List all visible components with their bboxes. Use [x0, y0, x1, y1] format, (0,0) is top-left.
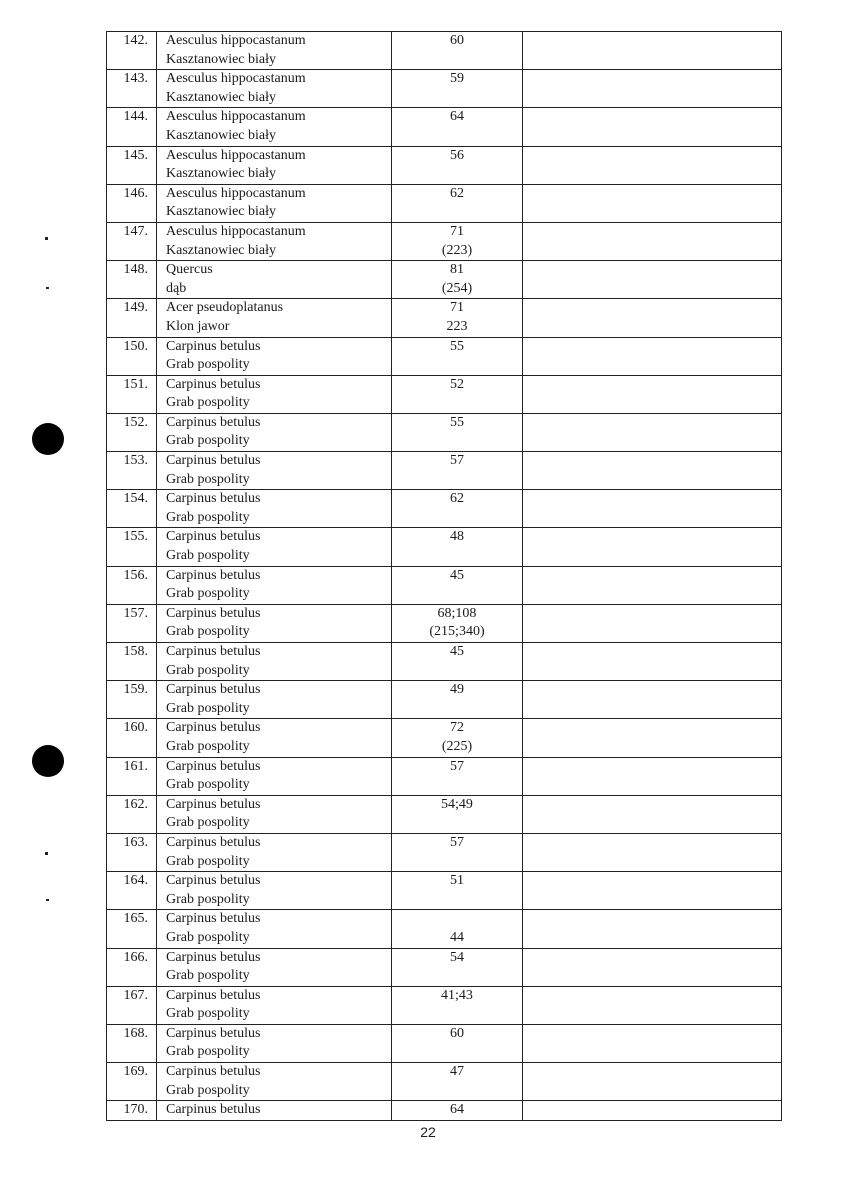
table-row [107, 375, 782, 413]
notes-cell [523, 986, 782, 1024]
common-name: Grab pospolity [166, 853, 250, 869]
row-number: 166. [107, 948, 157, 986]
species-cell [157, 222, 392, 260]
row-number: 146. [107, 184, 157, 222]
row-number: 147. [107, 222, 157, 260]
measurement-value: 54;49 [441, 796, 473, 812]
table-row [107, 184, 782, 222]
row-number: 153. [107, 452, 157, 490]
table-row [107, 757, 782, 795]
measurement-value: 64 [450, 1102, 464, 1118]
measurement-value: 71 [450, 223, 464, 239]
species-cell [157, 566, 392, 604]
scan-speck [45, 237, 48, 240]
latin-name: Carpinus betulus [166, 949, 261, 965]
notes-cell [523, 681, 782, 719]
common-name: Grab pospolity [166, 509, 250, 525]
species-cell [157, 261, 392, 299]
notes-cell [523, 261, 782, 299]
notes-cell [523, 795, 782, 833]
species-cell [157, 184, 392, 222]
notes-cell [523, 604, 782, 642]
measurement-value: 48 [450, 529, 464, 545]
measurement-value: 57 [450, 834, 464, 850]
latin-name: Carpinus betulus [166, 911, 261, 927]
measurement-secondary: 44 [450, 929, 464, 945]
measurement-value: 49 [450, 682, 464, 698]
latin-name: Aesculus hippocastanum [166, 71, 306, 87]
scan-speck [46, 287, 49, 289]
measurement-value: 81 [450, 262, 464, 278]
notes-cell [523, 299, 782, 337]
common-name: Grab pospolity [166, 891, 250, 907]
species-cell [157, 757, 392, 795]
measurement-value: 45 [450, 644, 464, 659]
table-row [107, 833, 782, 871]
notes-cell [523, 490, 782, 528]
measurement-value: 60 [450, 1025, 464, 1041]
latin-name: Aesculus hippocastanum [166, 185, 306, 201]
measurement-cell [392, 604, 523, 642]
table-row [107, 566, 782, 604]
scan-speck [46, 899, 49, 901]
row-number: 161. [107, 757, 157, 795]
row-number: 160. [107, 719, 157, 757]
common-name: Klon jawor [166, 318, 230, 334]
measurement-value: 62 [450, 491, 464, 507]
common-name: dąb [166, 280, 187, 296]
measurement-value: 41;43 [441, 987, 473, 1003]
table-row [107, 719, 782, 757]
measurement-cell [392, 795, 523, 833]
row-number: 157. [107, 604, 157, 642]
measurement-cell [392, 452, 523, 490]
species-cell [157, 872, 392, 910]
measurement-value: 56 [450, 147, 464, 163]
species-cell [157, 1101, 392, 1121]
latin-name: Aesculus hippocastanum [166, 109, 306, 125]
table-row [107, 1063, 782, 1101]
row-number: 163. [107, 833, 157, 871]
punch-hole-bottom [32, 745, 64, 777]
measurement-cell [392, 413, 523, 451]
notes-cell [523, 146, 782, 184]
latin-name: Aesculus hippocastanum [166, 223, 306, 239]
common-name: Grab pospolity [166, 700, 250, 716]
row-number: 150. [107, 337, 157, 375]
table-row [107, 948, 782, 986]
species-cell [157, 986, 392, 1024]
notes-cell [523, 70, 782, 108]
row-number: 154. [107, 490, 157, 528]
latin-name: Aesculus hippocastanum [166, 147, 306, 163]
measurement-cell [392, 490, 523, 528]
measurement-cell [392, 1101, 523, 1121]
table-row [107, 70, 782, 108]
measurement-cell [392, 375, 523, 413]
notes-cell [523, 222, 782, 260]
row-number: 149. [107, 299, 157, 337]
measurement-value: 62 [450, 185, 464, 201]
species-cell [157, 337, 392, 375]
row-number: 156. [107, 566, 157, 604]
table-row [107, 299, 782, 337]
measurement-value: 51 [450, 873, 464, 889]
common-name: Grab pospolity [166, 548, 250, 564]
common-name: Kasztanowiec biały [166, 89, 277, 105]
measurement-cell [392, 299, 523, 337]
row-number: 168. [107, 1024, 157, 1062]
measurement-value [392, 910, 522, 929]
latin-name: Carpinus betulus [166, 376, 261, 392]
row-number: 164. [107, 872, 157, 910]
latin-name: Carpinus betulus [166, 1025, 261, 1041]
latin-name: Carpinus betulus [166, 644, 261, 659]
table-row [107, 795, 782, 833]
notes-cell [523, 1024, 782, 1062]
measurement-value: 47 [450, 1064, 464, 1080]
species-cell [157, 1063, 392, 1101]
measurement-value: 52 [450, 376, 464, 392]
table-row [107, 146, 782, 184]
common-name: Grab pospolity [166, 471, 250, 487]
notes-cell [523, 566, 782, 604]
species-cell [157, 299, 392, 337]
tree-inventory-body [107, 32, 782, 1121]
page-number: 22 [420, 1124, 436, 1140]
measurement-cell [392, 32, 523, 70]
common-name: Grab pospolity [166, 1006, 250, 1022]
common-name: Kasztanowiec biały [166, 127, 277, 143]
latin-name: Carpinus betulus [166, 338, 261, 354]
notes-cell [523, 1063, 782, 1101]
latin-name: Carpinus betulus [166, 834, 261, 850]
measurement-cell [392, 872, 523, 910]
latin-name: Quercus [166, 262, 213, 278]
table-row [107, 490, 782, 528]
latin-name: Carpinus betulus [166, 758, 261, 774]
measurement-cell [392, 528, 523, 566]
common-name: Grab pospolity [166, 1082, 250, 1098]
measurement-secondary: 223 [446, 318, 468, 334]
species-cell [157, 108, 392, 146]
measurement-cell [392, 566, 523, 604]
row-number: 151. [107, 375, 157, 413]
measurement-value: 64 [450, 109, 464, 125]
species-cell [157, 948, 392, 986]
species-cell [157, 146, 392, 184]
measurement-cell [392, 1024, 523, 1062]
common-name: Grab pospolity [166, 1044, 250, 1060]
latin-name: Carpinus betulus [166, 414, 261, 430]
measurement-cell [392, 948, 523, 986]
notes-cell [523, 757, 782, 795]
notes-cell [523, 375, 782, 413]
measurement-cell [392, 184, 523, 222]
common-name: Grab pospolity [166, 624, 250, 640]
common-name: Kasztanowiec biały [166, 204, 277, 220]
latin-name: Carpinus betulus [166, 873, 261, 889]
measurement-value: 72 [450, 720, 464, 736]
latin-name: Carpinus betulus [166, 987, 261, 1003]
measurement-value: 71 [450, 300, 464, 316]
latin-name: Aesculus hippocastanum [166, 33, 306, 48]
measurement-cell [392, 643, 523, 681]
table-row [107, 32, 782, 70]
measurement-cell [392, 719, 523, 757]
common-name: Grab pospolity [166, 968, 250, 984]
common-name: Grab pospolity [166, 777, 250, 793]
latin-name: Carpinus betulus [166, 453, 261, 469]
table-row [107, 986, 782, 1024]
species-cell [157, 795, 392, 833]
latin-name: Carpinus betulus [166, 605, 261, 621]
measurement-value: 55 [450, 338, 464, 354]
measurement-secondary: (225) [441, 738, 473, 754]
measurement-cell [392, 337, 523, 375]
table-row [107, 1024, 782, 1062]
row-number: 145. [107, 146, 157, 184]
row-number: 143. [107, 70, 157, 108]
measurement-cell [392, 1063, 523, 1101]
table-row [107, 643, 782, 681]
row-number: 144. [107, 108, 157, 146]
table-row [107, 413, 782, 451]
measurement-value: 55 [450, 414, 464, 430]
table-row [107, 337, 782, 375]
table-row [107, 1101, 782, 1121]
common-name: Kasztanowiec biały [166, 51, 277, 67]
measurement-cell [392, 757, 523, 795]
measurement-cell [392, 986, 523, 1024]
notes-cell [523, 32, 782, 70]
notes-cell [523, 528, 782, 566]
measurement-secondary: (223) [441, 242, 473, 258]
notes-cell [523, 452, 782, 490]
measurement-cell [392, 910, 523, 948]
punch-hole-top [32, 423, 64, 455]
latin-name: Carpinus betulus [166, 491, 261, 507]
table-row [107, 910, 782, 948]
row-number: 162. [107, 795, 157, 833]
row-number: 148. [107, 261, 157, 299]
row-number: 158. [107, 643, 157, 681]
measurement-cell [392, 681, 523, 719]
common-name: Grab pospolity [166, 433, 250, 449]
measurement-value: 60 [450, 33, 464, 48]
species-cell [157, 833, 392, 871]
measurement-value: 59 [450, 71, 464, 87]
notes-cell [523, 910, 782, 948]
measurement-value: 45 [450, 567, 464, 583]
table-row [107, 108, 782, 146]
table-row [107, 261, 782, 299]
latin-name: Carpinus betulus [166, 567, 261, 583]
notes-cell [523, 1101, 782, 1121]
common-name: Kasztanowiec biały [166, 242, 277, 258]
notes-cell [523, 184, 782, 222]
notes-cell [523, 833, 782, 871]
scan-speck [45, 852, 48, 855]
species-cell [157, 375, 392, 413]
table-row [107, 681, 782, 719]
species-cell [157, 910, 392, 948]
notes-cell [523, 948, 782, 986]
species-cell [157, 681, 392, 719]
common-name: Grab pospolity [166, 395, 250, 411]
species-cell [157, 604, 392, 642]
common-name: Grab pospolity [166, 929, 250, 945]
row-number: 169. [107, 1063, 157, 1101]
species-cell [157, 1024, 392, 1062]
species-cell [157, 32, 392, 70]
row-number: 152. [107, 413, 157, 451]
measurement-value: 57 [450, 758, 464, 774]
measurement-value: 57 [450, 453, 464, 469]
measurement-value: 54 [450, 949, 464, 965]
species-cell [157, 643, 392, 681]
species-cell [157, 70, 392, 108]
table-row [107, 872, 782, 910]
measurement-cell [392, 222, 523, 260]
latin-name: Carpinus betulus [166, 720, 261, 736]
common-name: Grab pospolity [166, 738, 250, 754]
measurement-cell [392, 261, 523, 299]
latin-name: Carpinus betulus [166, 1064, 261, 1080]
common-name: Grab pospolity [166, 662, 250, 678]
table-row [107, 528, 782, 566]
measurement-cell [392, 108, 523, 146]
common-name: Grab pospolity [166, 357, 250, 373]
latin-name: Acer pseudoplatanus [166, 300, 284, 316]
latin-name: Carpinus betulus [166, 796, 261, 812]
measurement-cell [392, 146, 523, 184]
common-name: Grab pospolity [166, 815, 250, 831]
table-row [107, 222, 782, 260]
common-name: Grab pospolity [166, 586, 250, 602]
species-cell [157, 528, 392, 566]
table-row [107, 452, 782, 490]
table-row [107, 604, 782, 642]
row-number: 170. [107, 1101, 157, 1121]
row-number: 142. [107, 32, 157, 70]
row-number: 155. [107, 528, 157, 566]
species-cell [157, 413, 392, 451]
latin-name: Carpinus betulus [166, 1102, 261, 1118]
latin-name: Carpinus betulus [166, 682, 261, 698]
row-number: 165. [107, 910, 157, 948]
notes-cell [523, 872, 782, 910]
measurement-secondary: (254) [441, 280, 473, 296]
common-name: Kasztanowiec biały [166, 166, 277, 182]
species-cell [157, 490, 392, 528]
species-cell [157, 452, 392, 490]
notes-cell [523, 337, 782, 375]
measurement-cell [392, 70, 523, 108]
latin-name: Carpinus betulus [166, 529, 261, 545]
notes-cell [523, 719, 782, 757]
measurement-secondary: (215;340) [429, 624, 485, 640]
notes-cell [523, 108, 782, 146]
species-cell [157, 719, 392, 757]
notes-cell [523, 413, 782, 451]
notes-cell [523, 643, 782, 681]
row-number: 159. [107, 681, 157, 719]
row-number: 167. [107, 986, 157, 1024]
measurement-value: 68;108 [437, 605, 477, 621]
tree-inventory-table [106, 31, 782, 1121]
measurement-cell [392, 833, 523, 871]
